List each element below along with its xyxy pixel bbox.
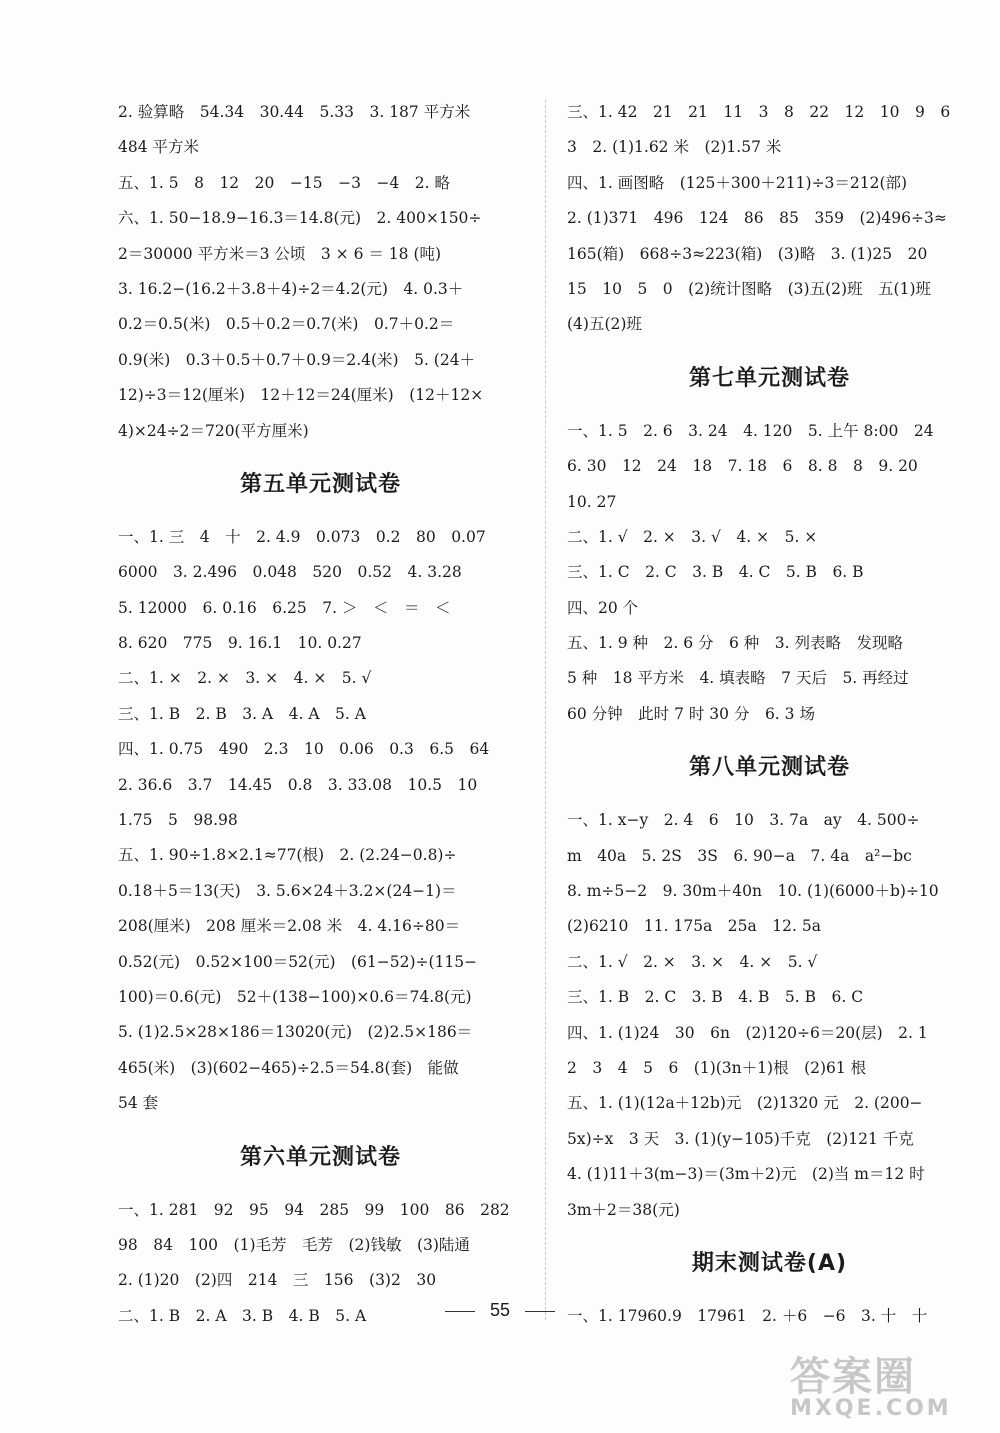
answer-line: 2＝30000 平方米＝3 公顷 3 × 6 ＝ 18 (吨) <box>118 244 442 263</box>
answer-line: 15 10 5 0 (2)统计图略 (3)五(2)班 五(1)班 <box>567 279 931 298</box>
answer-line: 四、1. (1)24 30 6n (2)120÷6＝20(层) 2. 1 <box>567 1023 928 1042</box>
answer-line: 60 分钟 此时 7 时 30 分 6. 3 场 <box>567 704 815 723</box>
answer-line: 6. 30 12 24 18 7. 18 6 8. 8 8 9. 20 <box>567 457 918 476</box>
answer-line: (2)6210 11. 175a 25a 12. 5a <box>567 917 821 936</box>
answer-line: 二、1. √ 2. × 3. × 4. × 5. √ <box>567 952 818 971</box>
answer-line: 四、1. 画图略 (125＋300＋211)÷3＝212(部) <box>567 173 908 192</box>
answer-line: (4)五(2)班 <box>567 315 642 334</box>
answer-line: 一、1. 5 2. 6 3. 24 4. 120 5. 上午 8:00 24 <box>567 421 934 440</box>
answer-line: 3. 16.2−(16.2＋3.8＋4)÷2＝4.2(元) 4. 0.3＋ <box>118 279 464 298</box>
answer-line: 4)×24÷2＝720(平方厘米) <box>118 421 309 440</box>
answer-line: 三、1. 42 21 21 11 3 8 22 12 10 9 6 <box>567 103 951 121</box>
answer-line: 5. 12000 6. 0.16 6.25 7. ＞ ＜ ＝ ＜ <box>118 598 451 617</box>
answer-line: 四、1. 0.75 490 2.3 10 0.06 0.3 6.5 64 <box>118 740 490 759</box>
answer-line: 12)÷3＝12(厘米) 12＋12＝24(厘米) (12＋12× <box>118 386 484 405</box>
answer-line: 5x)÷x 3 天 3. (1)(y−105)千克 (2)121 千克 <box>567 1129 914 1148</box>
section-title-unit7: 第七单元测试卷 <box>688 365 850 391</box>
answer-line: 10. 27 <box>567 492 617 511</box>
answer-line: 1.75 5 98.98 <box>118 811 238 830</box>
watermark-text-top: 答案圈 <box>790 1354 916 1400</box>
answer-line: 8. m÷5−2 9. 30m＋40n 10. (1)(6000＋b)÷10 <box>567 882 939 901</box>
right-column <box>567 95 972 1334</box>
answer-line: 五、1. 90÷1.8×2.1≈77(根) 2. (2.24−0.8)÷ <box>118 846 457 865</box>
answer-line: 0.18＋5＝13(天) 3. 5.6×24＋3.2×(24−1)＝ <box>118 881 457 900</box>
page-number: 55 <box>489 1300 511 1320</box>
answer-line: 465(米) (3)(602−465)÷2.5＝54.8(套) 能做 <box>118 1058 459 1077</box>
answer-line: 二、1. B 2. A 3. B 4. B 5. A <box>118 1306 367 1325</box>
answer-line: 6000 3. 2.496 0.048 520 0.52 4. 3.28 <box>118 563 462 582</box>
answer-line: 8. 620 775 9. 16.1 10. 0.27 <box>118 634 362 653</box>
column-divider <box>545 100 546 1320</box>
answer-line: 一、1. 17960.9 17961 2. ＋6 −6 3. 十 十 <box>567 1306 928 1325</box>
section-title-final-exam: 期末测试卷(A) <box>691 1250 848 1276</box>
left-block-1 <box>118 95 523 449</box>
answer-line: 484 平方米 <box>118 138 200 157</box>
answer-line: 0.9(米) 0.3＋0.5＋0.7＋0.9＝2.4(米) 5. (24＋ <box>118 350 476 369</box>
answer-line: 2. (1)20 (2)四 214 三 156 (3)2 30 <box>118 1271 437 1290</box>
page-footer <box>0 1300 1000 1321</box>
watermark-text-bottom: MXQE.COM <box>790 1396 952 1421</box>
answer-line: 0.52(元) 0.52×100＝52(元) (61−52)÷(115− <box>118 952 478 971</box>
section-title-unit8: 第八单元测试卷 <box>688 755 850 781</box>
answer-line: 三、1. B 2. C 3. B 4. B 5. B 6. C <box>567 988 864 1007</box>
answer-line: 一、1. x−y 2. 4 6 10 3. 7a ay 4. 500÷ <box>567 811 920 830</box>
answer-line: 0.2＝0.5(米) 0.5＋0.2＝0.7(米) 0.7＋0.2＝ <box>118 315 455 334</box>
answer-line: 六、1. 50−18.9−16.3＝14.8(元) 2. 400×150÷ <box>118 209 482 228</box>
footer-dash-left <box>445 1311 475 1312</box>
answer-line: 一、1. 三 4 十 2. 4.9 0.073 0.2 80 0.07 <box>118 527 486 546</box>
answer-line: 五、1. 9 种 2. 6 分 6 种 3. 列表略 发现略 <box>567 634 904 653</box>
answer-line: 2 3 4 5 6 (1)(3n＋1)根 (2)61 根 <box>567 1058 867 1077</box>
answer-line: 二、1. √ 2. × 3. √ 4. × 5. × <box>567 527 818 546</box>
answer-line: m 40a 5. 2S 3S 6. 90−a 7. 4a a²−bc <box>567 846 912 865</box>
answer-line: 54 套 <box>118 1094 159 1113</box>
answer-line: 2. 36.6 3.7 14.45 0.8 3. 33.08 10.5 10 <box>118 775 478 794</box>
answer-line: 三、1. B 2. B 3. A 4. A 5. A <box>118 704 366 723</box>
right-block-unit7 <box>567 414 972 733</box>
answer-line: 100)＝0.6(元) 52＋(138−100)×0.6＝74.8(元) <box>118 987 472 1006</box>
left-column <box>118 95 523 1334</box>
answer-line: 165(箱) 668÷3≈223(箱) (3)略 3. (1)25 20 <box>567 244 928 263</box>
answer-line: 4. (1)11＋3(m−3)＝(3m＋2)元 (2)当 m＝12 时 <box>567 1165 925 1184</box>
answer-line: 5. (1)2.5×28×186＝13020(元) (2)2.5×186＝ <box>118 1023 473 1042</box>
section-title-unit5: 第五单元测试卷 <box>239 471 401 497</box>
answer-line: 98 84 100 (1)毛芳 毛芳 (2)钱敏 (3)陆通 <box>118 1235 470 1254</box>
answer-line: 五、1. (1)(12a＋12b)元 (2)1320 元 2. (200− <box>567 1094 923 1113</box>
answer-line: 5 种 18 平方米 4. 填表略 7 天后 5. 再经过 <box>567 669 909 688</box>
watermark-logo <box>790 1345 990 1425</box>
answer-line: 2. 验算略 54.34 30.44 5.33 3. 187 平方米 <box>118 103 471 121</box>
answer-line: 2. (1)371 496 124 86 85 359 (2)496÷3≈ <box>567 209 947 228</box>
left-block-unit5 <box>118 520 523 1122</box>
answer-line: 四、20 个 <box>567 598 639 617</box>
answer-line: 3 2. (1)1.62 米 (2)1.57 米 <box>567 138 782 157</box>
right-block-1 <box>567 95 972 343</box>
answer-line: 一、1. 281 92 95 94 285 99 100 86 282 <box>118 1200 510 1219</box>
answer-line: 五、1. 5 8 12 20 −15 −3 −4 2. 略 <box>118 173 451 192</box>
answer-line: 三、1. C 2. C 3. B 4. C 5. B 6. B <box>567 563 864 582</box>
answer-line: 二、1. × 2. × 3. × 4. × 5. √ <box>118 669 372 688</box>
answer-line: 3m＋2＝38(元) <box>567 1200 680 1219</box>
answer-line: 208(厘米) 208 厘米＝2.08 米 4. 4.16÷80＝ <box>118 917 461 936</box>
footer-dash-right <box>525 1311 555 1312</box>
right-block-unit8 <box>567 803 972 1228</box>
section-title-unit6: 第六单元测试卷 <box>239 1144 401 1170</box>
